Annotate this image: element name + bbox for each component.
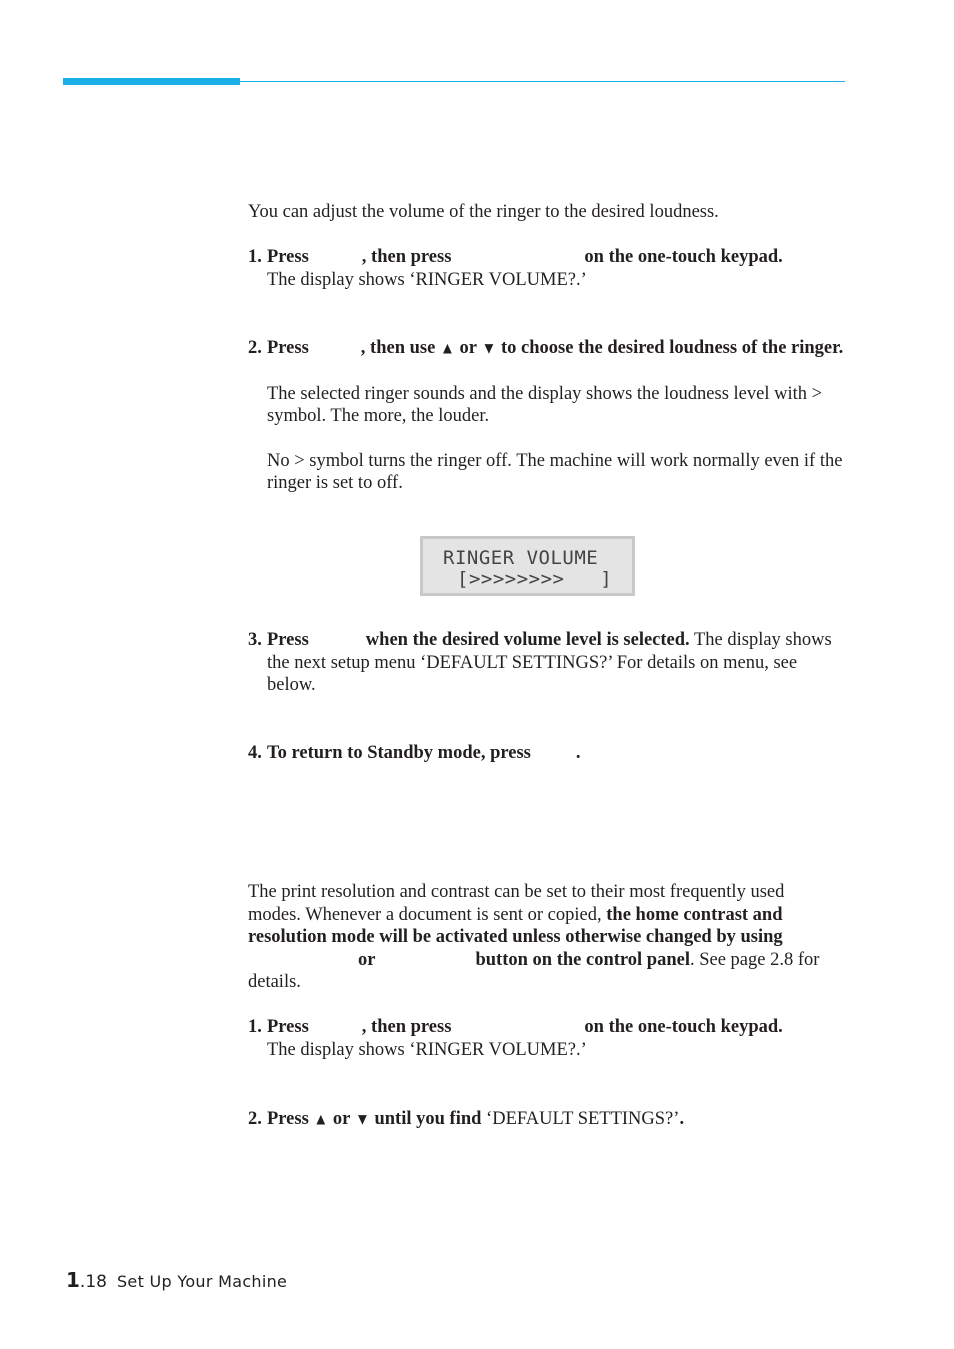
step-number: 1. — [248, 1017, 262, 1037]
step-text: when the desired volume level is selected. — [365, 630, 690, 650]
step-text: , then use — [360, 338, 436, 358]
down-arrow-icon: ▼ — [355, 1111, 370, 1129]
lcd-display — [420, 536, 635, 596]
step-number: 4. — [248, 743, 262, 763]
step-text: . — [679, 1109, 685, 1129]
step-text: . — [575, 743, 581, 763]
default-intro — [248, 881, 828, 994]
step-note: The display shows ‘RINGER VOLUME?.’ — [267, 269, 587, 290]
ringer-step-1 — [248, 246, 848, 291]
up-arrow-icon: ▲ — [439, 340, 455, 358]
default-step-1 — [248, 1016, 848, 1061]
chapter-number: 1 — [66, 1268, 80, 1292]
step-number: 1. — [248, 247, 262, 267]
step-text: or — [459, 338, 477, 358]
ringer-step-3 — [248, 629, 848, 697]
step-text: until you find — [374, 1109, 482, 1129]
intro-text: . See page 2.8 for details. — [248, 949, 820, 992]
default-step-2 — [248, 1108, 848, 1132]
step-number: 3. — [248, 630, 262, 650]
ringer-intro: You can adjust the volume of the ringer to the desired loudness. — [248, 202, 719, 222]
down-arrow-icon: ▼ — [481, 340, 497, 358]
lcd-line-2: [>>>>>>>> ] — [457, 568, 613, 590]
step-note: The selected ringer sounds and the display shows the loudness level with > symbol. The more, the louder. — [267, 383, 823, 426]
step-text: on the one-touch keypad. — [584, 247, 783, 267]
step-note: The display shows ‘RINGER VOLUME?.’ — [267, 1039, 587, 1060]
step-number: 2. — [248, 338, 262, 358]
step-text: To return to Standby mode, press — [267, 743, 531, 763]
step-text: , then press — [361, 247, 452, 267]
ringer-step-2 — [248, 337, 848, 495]
intro-bold: or — [358, 949, 376, 970]
step-text: Press — [267, 247, 309, 267]
step-note: No > symbol turns the ringer off. The machine will work normally even if the ringer is set to off. — [267, 450, 843, 493]
page-number: .18 — [79, 1272, 107, 1292]
step-text: on the one-touch keypad. — [584, 1017, 783, 1037]
lcd-line-1: RINGER VOLUME — [443, 547, 599, 569]
step-quote: ‘DEFAULT SETTINGS?’ — [486, 1109, 680, 1129]
intro-bold: the home contrast and resolution mode will be activated unless otherwise changed by using — [248, 904, 783, 947]
step-text: to choose the desired loudness of the ringer. — [501, 338, 844, 358]
intro-text: The print resolution and contrast can be set to their most frequently used modes. Whenever a document is sent or copied, — [248, 882, 785, 925]
step-note: The display shows the next setup menu ‘DEFAULT SETTINGS?’ For details on menu, see below. — [267, 630, 832, 695]
page-footer — [66, 1268, 287, 1292]
step-text: Press — [267, 338, 309, 358]
section-title: Set Up Your Machine — [116, 1272, 288, 1291]
step-text: , then press — [361, 1017, 452, 1037]
header-rule — [240, 81, 845, 82]
step-text: Press — [267, 630, 309, 650]
step-text: Press — [267, 1017, 309, 1037]
ringer-step-4 — [248, 742, 848, 765]
step-text: or — [332, 1109, 351, 1129]
up-arrow-icon: ▲ — [313, 1111, 329, 1129]
step-text: Press — [267, 1109, 309, 1129]
header-accent-bar — [63, 78, 240, 85]
step-number: 2. — [248, 1109, 262, 1129]
intro-bold: button on the control panel — [475, 949, 690, 970]
